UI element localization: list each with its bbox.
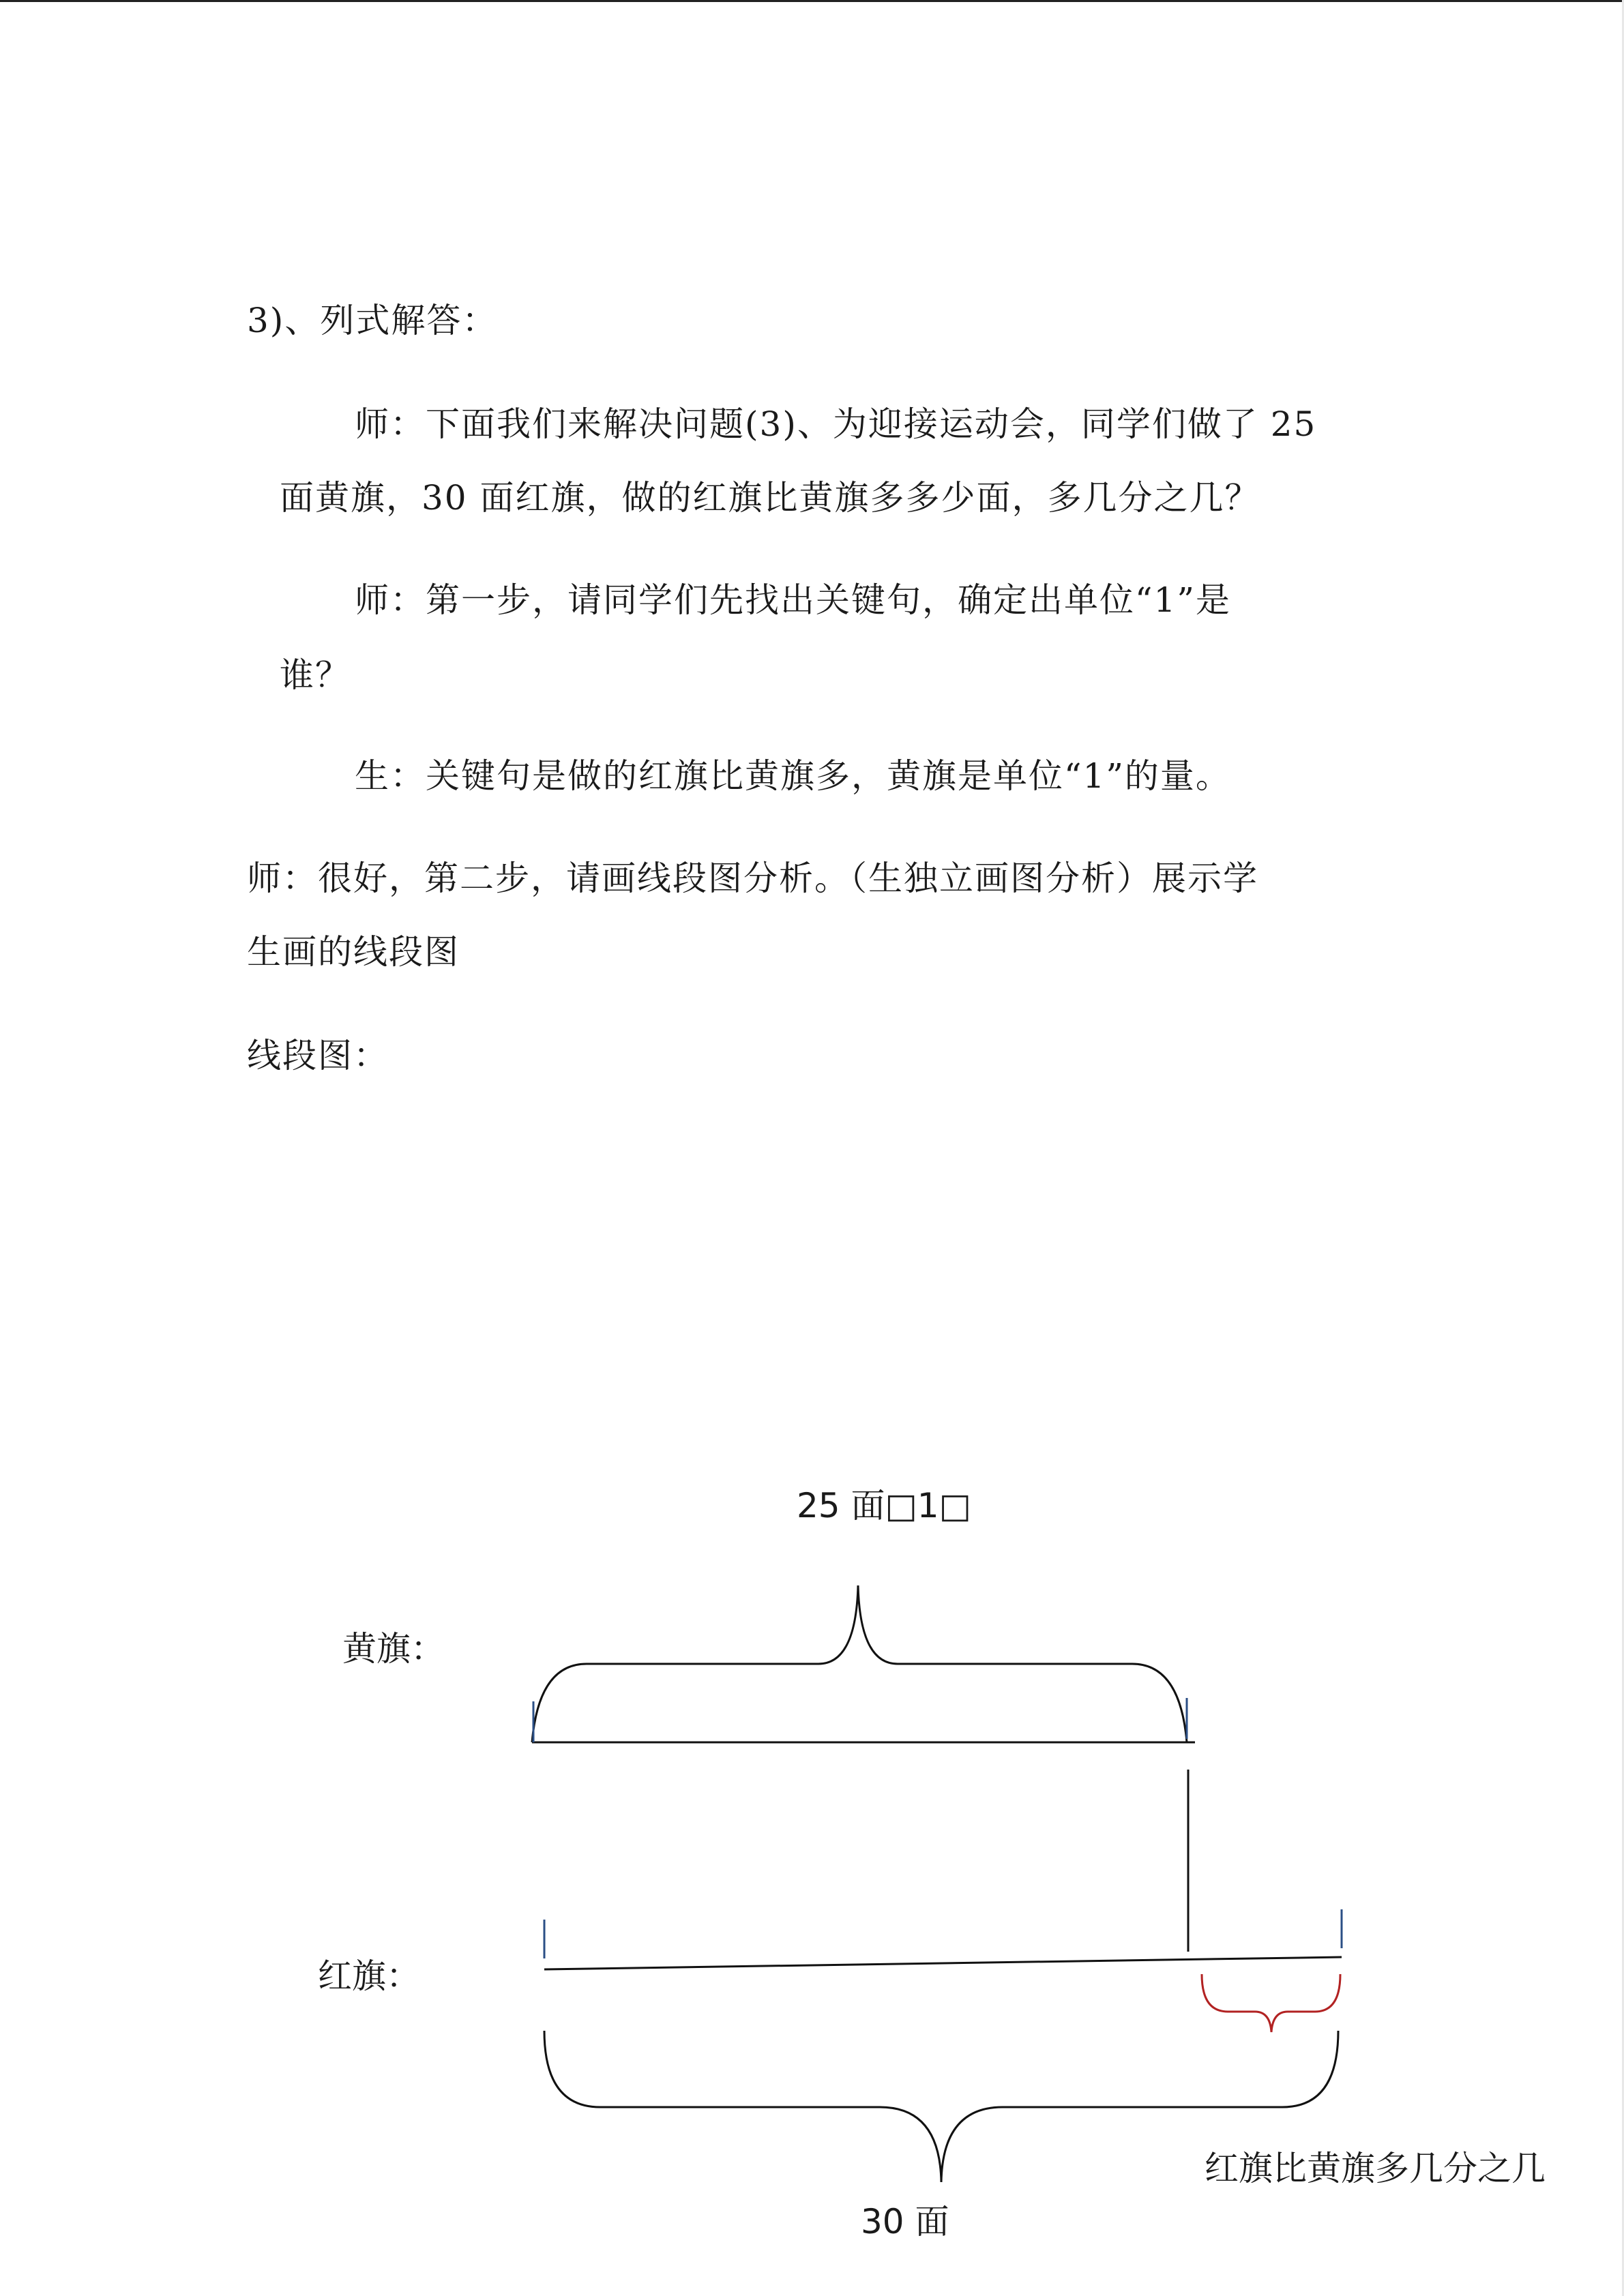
paragraph-2-line-2: 谁？ <box>280 655 351 695</box>
paragraph-4-line-1: 师：很好，第二步，请画线段图分析。（生独立画图分析）展示学 <box>247 859 1258 898</box>
paragraph-2-line-1: 师：第一步，请同学们先找出关键句，确定出单位“1”是 <box>355 580 1231 620</box>
paragraph-1-line-1: 师：下面我们来解决问题(3)、为迎接运动会，同学们做了 25 <box>355 404 1317 444</box>
bottom-label: 30 面 <box>861 2202 949 2241</box>
yellow-brace <box>532 1585 1187 1742</box>
yellow-flag-label: 黄旗： <box>342 1629 445 1669</box>
paragraph-3: 生：关键句是做的红旗比黄旗多，黄旗是单位“1”的量。 <box>355 756 1231 796</box>
paragraph-5: 线段图： <box>247 1036 389 1075</box>
heading: 3)、列式解答： <box>247 301 498 340</box>
red-flag-label: 红旗： <box>318 1956 420 1996</box>
top-label: 25 面□1□ <box>797 1486 971 1525</box>
red-segment <box>544 1957 1342 1969</box>
paragraph-4-line-2: 生画的线段图 <box>247 932 460 972</box>
paragraph-1-line-2: 面黄旗，30 面红旗，做的红旗比黄旗多多少面，多几分之几？ <box>280 478 1260 518</box>
difference-label: 红旗比黄旗多几分之几 <box>1205 2149 1546 2188</box>
difference-brace <box>1202 1974 1340 2032</box>
